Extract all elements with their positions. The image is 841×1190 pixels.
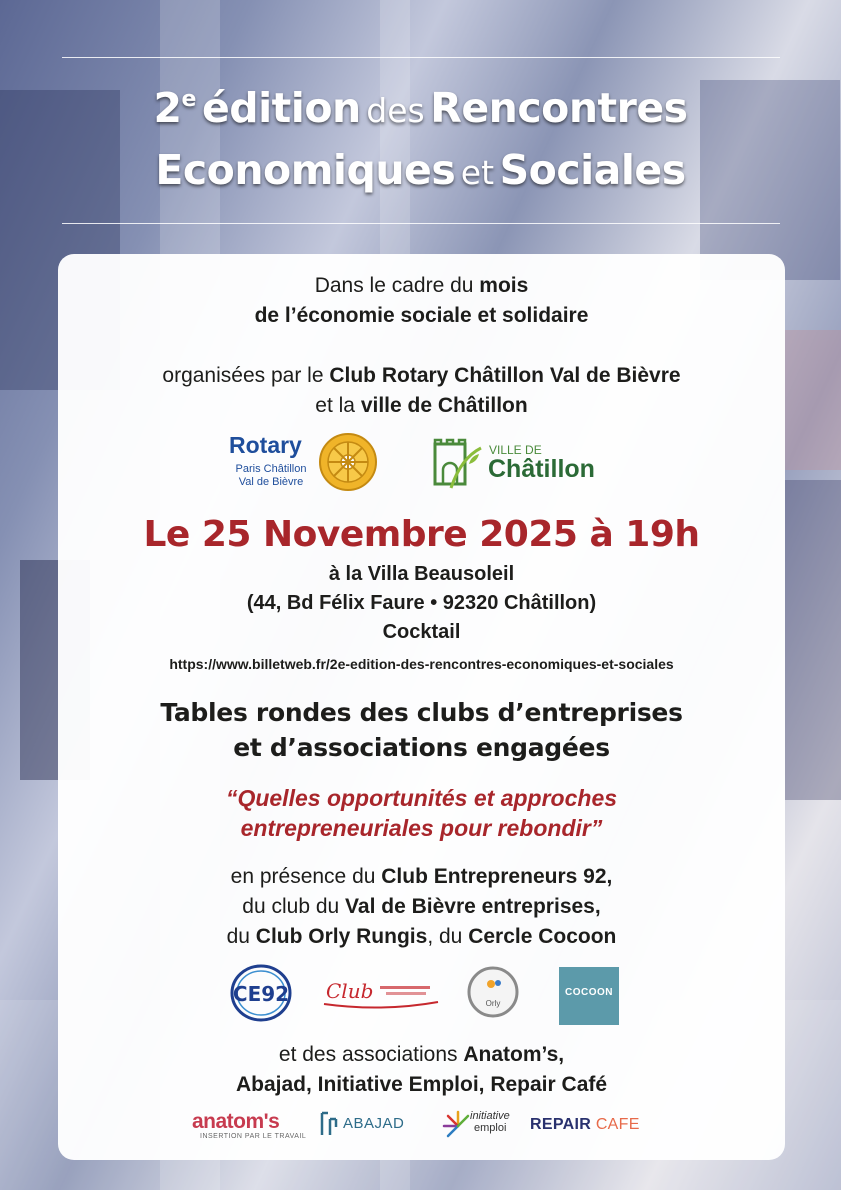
event-address: (44, Bd Félix Faure • 92320 Châtillon) (246, 592, 597, 614)
abajad-icon (319, 1111, 339, 1137)
anatoms-logo: anatom's (192, 1110, 280, 1133)
rotary-wheel-icon (318, 432, 378, 492)
initiative-emploi-logo-line-2: emploi (474, 1122, 507, 1134)
svg-text:CE92: CE92 (232, 982, 290, 1006)
presence-line-3: du Club Orly Rungis, du Cercle Cocoon (226, 925, 617, 948)
ce92-logo (229, 963, 293, 1023)
tables-line-2: et d’associations engagées (233, 733, 610, 762)
associations-line-1: et des associations Anatom’s, (278, 1043, 565, 1066)
associations-line-2: Abajad, Initiative Emploi, Repair Café (235, 1073, 608, 1096)
title-line-1: 2e édition des Rencontres (153, 84, 688, 132)
chatillon-logo-text: Châtillon (488, 455, 595, 483)
club-orly-rungis-logo (467, 966, 519, 1018)
event-venue: à la Villa Beausoleil (328, 563, 515, 585)
quote-line-2: entrepreneuriales pour rebondir” (240, 815, 603, 841)
intro-line-1: Dans le cadre du mois (314, 274, 529, 297)
tables-line-1: Tables rondes des clubs d’entreprises (160, 698, 683, 727)
organizers-line-2: et la ville de Châtillon (315, 394, 528, 417)
svg-text:Club: Club (326, 979, 374, 1003)
bottom-rule (62, 223, 780, 224)
title-line-2: Economiques et Sociales (155, 146, 686, 194)
intro-line-2: de l’économie sociale et solidaire (254, 304, 589, 327)
anatoms-logo-subtitle: INSERTION PAR LE TRAVAIL (200, 1133, 307, 1140)
rotary-logo-text: Rotary (229, 432, 302, 458)
club-val-de-bievre-logo (322, 976, 440, 1010)
initiative-emploi-logo-line-1: initiative (470, 1110, 510, 1122)
top-rule (62, 57, 780, 58)
rotary-logo-subtitle: Paris Châtillon Val de Bièvre (235, 463, 307, 488)
abajad-logo: ABAJAD (343, 1115, 405, 1132)
chatillon-logo-small: VILLE DE (489, 443, 542, 457)
presence-line-1: en présence du Club Entrepreneurs 92, (230, 865, 613, 888)
svg-text:Orly: Orly (485, 999, 501, 1008)
repair-cafe-logo: REPAIR CAFE (530, 1116, 640, 1133)
event-cocktail: Cocktail (382, 621, 461, 643)
event-url-link[interactable]: https://www.billetweb.fr/2e-edition-des-rencontres-economiques-et-sociales (169, 656, 674, 672)
chatillon-castle-icon (431, 438, 483, 490)
event-date: Le 25 Novembre 2025 à 19h (143, 514, 700, 555)
organizers-line-1: organisées par le Club Rotary Châtillon Val de Bièvre (162, 364, 681, 387)
cercle-cocoon-logo: COCOON (559, 967, 619, 1025)
quote-line-1: “Quelles opportunités et approches (225, 785, 618, 811)
presence-line-2: du club du Val de Bièvre entreprises, (242, 895, 601, 918)
